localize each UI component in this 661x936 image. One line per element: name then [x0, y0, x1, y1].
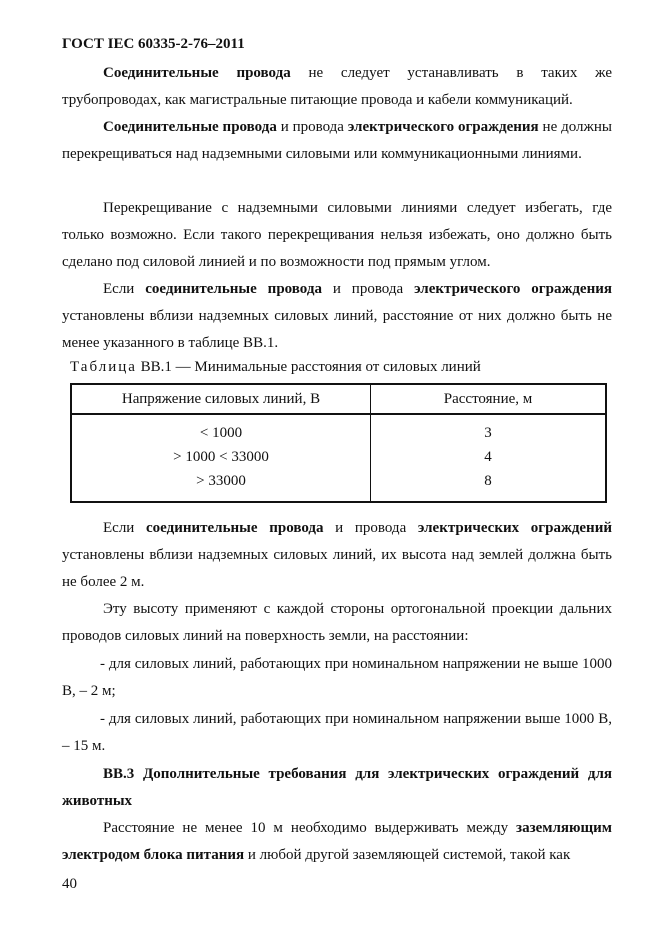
term-bold: электрического ограждения	[414, 281, 612, 297]
term-bold: электрического ограждения	[347, 119, 539, 135]
paragraph-text: и провода	[323, 520, 418, 536]
table-cell: > 1000 < 33000	[71, 444, 371, 471]
paragraph-3	[62, 195, 612, 276]
table-cell: 8	[484, 473, 492, 489]
paragraph-text: не следует устанавливать в таких же трубопроводах, как магистральные питающие провода и кабели коммуникаций.	[62, 65, 612, 108]
section-heading	[62, 761, 612, 815]
paragraph-text: Эту высоту применяют с каждой стороны ортогональной проекции дальних проводов силовых линий на поверхность земли, на расстоянии:	[62, 601, 612, 644]
paragraph-text: Если	[103, 520, 147, 536]
term-bold: заземляющим электродом блока питания	[62, 820, 612, 863]
term-bold: соединительные провода	[145, 281, 322, 297]
caption-text: ВВ.1 — Минимальные расстояния от силовых линий	[136, 359, 481, 375]
table-cell: 4	[484, 449, 492, 465]
term-bold: соединительные провода	[146, 520, 324, 536]
term-bold: Соединительные провода	[103, 119, 277, 135]
term-bold: Соединительные провода	[103, 65, 291, 81]
paragraph-text: - для силовых линий, работающих при номинальном напряжении выше 1000 В, – 15 м.	[62, 711, 612, 754]
paragraph-2	[62, 114, 612, 168]
paragraph-text: Если	[103, 281, 146, 297]
paragraph-text: не должны перекрещиваться над надземными силовыми или коммуникационными линиями.	[62, 119, 612, 162]
paragraph-text: и провода	[276, 119, 348, 135]
caption-label: Таблица	[70, 359, 137, 375]
paragraph-text: - для силовых линий, работающих при номинальном напряжении не выше 1000 В, – 2 м;	[62, 656, 612, 699]
paragraph-4	[62, 276, 612, 357]
paragraph-text: Перекрещивание с надземными силовыми линиями следует избегать, где только возможно. Если такого перекрещивания нельзя избежать, оно должно быть сделано под силовой линией и по возможности под прямым углом.	[62, 200, 612, 270]
paragraph-6	[62, 596, 612, 650]
table-row	[71, 471, 606, 502]
table-cell: > 33000	[71, 471, 371, 502]
column-header-voltage: Напряжение силовых линий, В	[71, 384, 371, 414]
paragraph-text: установлены вблизи надземных силовых линий, их высота над землей должна быть не более 2 м.	[62, 547, 612, 590]
distance-table	[70, 383, 607, 503]
table-cell: < 1000	[71, 414, 371, 444]
page-number: 40	[62, 876, 77, 892]
table-row	[71, 414, 606, 444]
list-item-2	[62, 706, 612, 760]
term-bold: электрических ограждений	[417, 520, 612, 536]
list-item-1	[62, 651, 612, 705]
paragraph-5	[62, 515, 612, 596]
paragraph-text: и любой другой заземляющей системой, такой как	[244, 847, 571, 863]
table-caption	[70, 354, 481, 381]
paragraph-text: и провода	[321, 281, 415, 297]
paragraph-text: установлены вблизи надземных силовых линий, расстояние от них должно быть не менее указанного в таблице ВВ.1.	[62, 308, 612, 351]
section-title: ВВ.3 Дополнительные требования для электрических ограждений для животных	[62, 766, 612, 809]
paragraph-text: Расстояние не менее 10 м необходимо выдерживать между	[103, 820, 517, 836]
column-header-distance: Расстояние, м	[371, 384, 607, 414]
table-cell: 3	[484, 425, 492, 441]
table-row	[71, 444, 606, 471]
document-header: ГОСТ IEC 60335-2-76–2011	[62, 36, 245, 52]
paragraph-10	[62, 815, 612, 869]
table-header-row	[71, 384, 606, 414]
paragraph-1	[62, 60, 612, 114]
